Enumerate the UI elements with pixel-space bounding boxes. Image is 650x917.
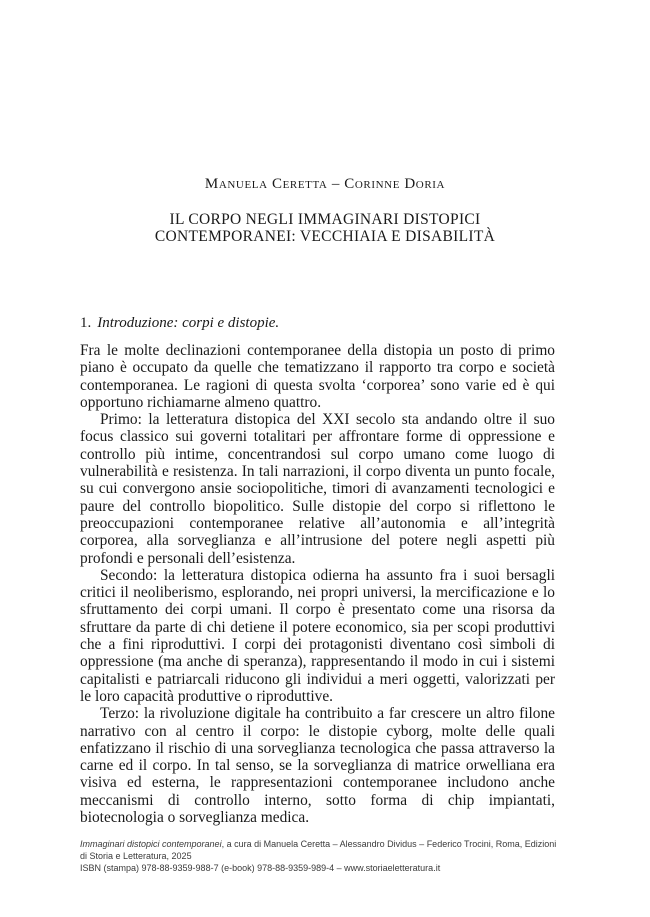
chapter-title-line: CONTEMPORANEI: VECCHIAIA E DISABILITÀ bbox=[154, 228, 496, 245]
paragraph: Terzo: la rivoluzione digitale ha contribuito a far crescere un altro filone narrativo con al centro il corpo: le distopie cyborg, molte delle quali enfatizzano il rischio di una sorveglianza tecnologica che passa attraverso la carne ed il corpo. In tal senso, se la sorveglianza di matrice orwelliana era visiva ed esterna, le rappresentazioni contemporanee includono anche meccanismi di controllo interno, sotto forma di chip impiantati, biotecnologia o sorveglianza medica. bbox=[80, 705, 555, 827]
section-title: Introduzione: corpi e distopie. bbox=[97, 315, 280, 331]
body-text bbox=[80, 342, 555, 826]
paragraph: Secondo: la letteratura distopica odierna ha assunto fra i suoi bersagli critici il neoliberismo, esplorando, nei propri universi, la mercificazione e lo sfruttamento dei corpi umani. Il corpo è presentato come una risorsa da sfruttare da parte di chi detiene il potere economico, sia per scopi produttivi che a fini riproduttivi. I corpi dei protagonisti diventano così simboli di oppressione (ma anche di speranza), rappresentando il modo in cui i sistemi capitalisti e patriarcali riducono gli individui a meri oggetti, valorizzati per le loro capacità produttive o riproduttive. bbox=[80, 566, 555, 705]
chapter-authors: Manuela Ceretta – Corinne Doria bbox=[204, 176, 446, 192]
chapter-title-line: IL CORPO NEGLI IMMAGINARI DISTOPICI bbox=[169, 211, 481, 228]
paragraph: Primo: la letteratura distopica del XXI secolo sta andando oltre il suo focus classico sui governi totalitari per affrontare forme di oppressione e controllo più intime, concentrandosi sul corpo umano come luogo di vulnerabilità e resistenza. In tali narrazioni, il corpo diventa un punto focale, su cui convergono ansie sociopolitiche, timori di avanzamenti tecnologici e paure del controllo biopolitico. Sulle distopie del corpo si riflettono le preoccupazioni contemporanee relative all’autonomia e all’integrità corporea, alla sorveglianza e all’intrusione del potere negli aspetti più profondi e personali dell’esistenza. bbox=[80, 411, 555, 567]
citation-line bbox=[80, 838, 560, 862]
book-title: Immaginari distopici contemporanei bbox=[80, 839, 222, 849]
publication-footer bbox=[80, 838, 560, 874]
section-number: 1. bbox=[80, 315, 92, 331]
isbn-line: ISBN (stampa) 978-88-9359-988-7 (e-book) 978-88-9359-989-4 – www.storiaeletteratura.it bbox=[80, 863, 441, 873]
chapter-title bbox=[60, 211, 590, 245]
citation-details: , a cura di Manuela Ceretta – Alessandro Dividus – Federico Trocini, Roma, Edizioni di Storia e Letteratura, 2025 bbox=[80, 839, 557, 861]
section-heading bbox=[80, 315, 550, 332]
paragraph: Fra le molte declinazioni contemporanee della distopia un posto di primo piano è occupato da quelle che tematizzano il rapporto tra corpo e società contemporanea. Le ragioni di questa svolta ‘corporea’ sono varie ed è qui opportuno richiamarne almeno quattro. bbox=[80, 342, 555, 411]
